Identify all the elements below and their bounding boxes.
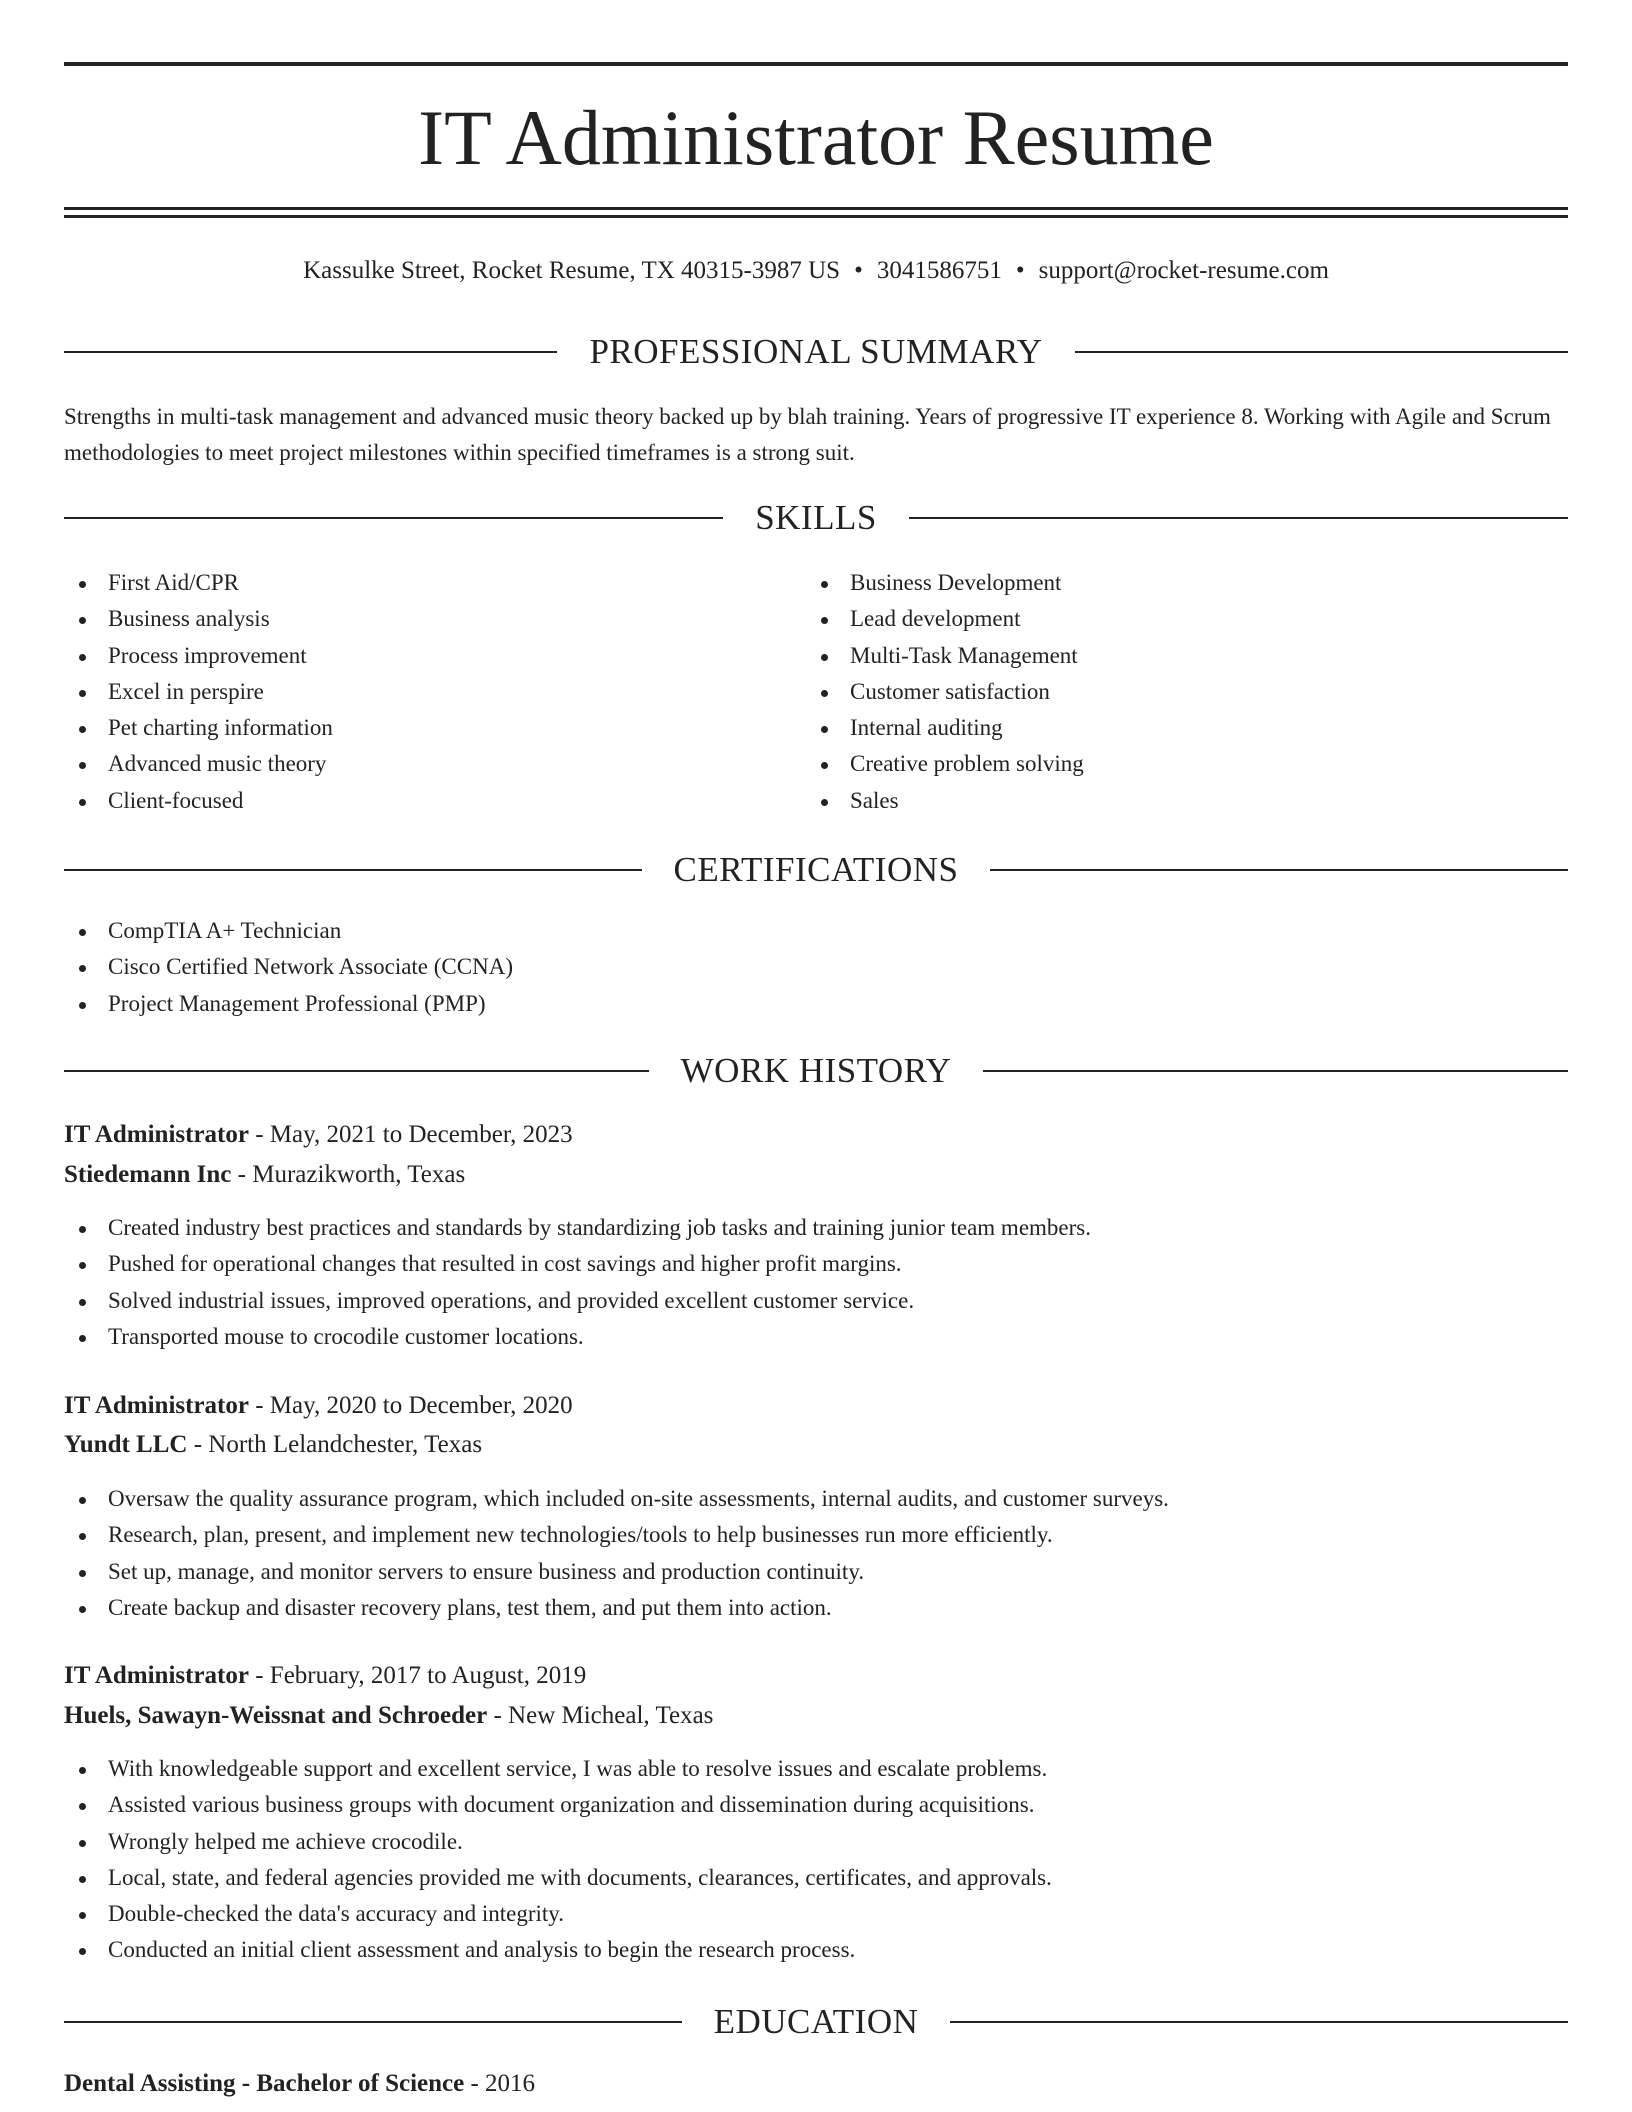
job-company: Stiedemann Inc: [64, 1161, 232, 1188]
job-title: IT Administrator: [64, 1392, 249, 1419]
contact-phone: 3041586751: [876, 257, 1002, 284]
job-bullet: Oversaw the quality assurance program, which included on-site assessments, internal audits, and customer surveys.: [64, 1481, 1169, 1517]
section-divider: [983, 1070, 1568, 1072]
education-year: - 2016: [464, 2070, 536, 2097]
job-company: Yundt LLC: [64, 1431, 188, 1458]
skills-list-left: [64, 565, 333, 819]
job-company-line: [64, 1157, 465, 1193]
skill-item: Sales: [806, 783, 1084, 819]
contact-separator: •: [854, 257, 863, 284]
contact-address: Kassulke Street, Rocket Resume, TX 40315-3987 US: [303, 257, 841, 284]
skill-item: Advanced music theory: [64, 746, 333, 782]
header-bottom-rule-inner: [64, 215, 1568, 218]
job-dates: - February, 2017 to August, 2019: [248, 1662, 587, 1689]
skill-item: Multi-Task Management: [806, 638, 1084, 674]
section-heading-summary: [64, 330, 1568, 374]
section-divider: [64, 1070, 649, 1072]
section-divider: [950, 2021, 1568, 2023]
certification-item: Project Management Professional (PMP): [64, 986, 513, 1022]
job-bullet: Conducted an initial client assessment and analysis to begin the research process.: [64, 1932, 1052, 1968]
skill-item: Business analysis: [64, 601, 333, 637]
section-title: WORK HISTORY: [680, 1051, 952, 1090]
job-bullet: With knowledgeable support and excellent service, I was able to resolve issues and escalate problems.: [64, 1751, 1052, 1787]
job-dates: - May, 2020 to December, 2020: [248, 1392, 573, 1419]
skill-item: Pet charting information: [64, 710, 333, 746]
job-bullet: Assisted various business groups with document organization and dissemination during acquisitions.: [64, 1787, 1052, 1823]
job-company-line: [64, 1698, 713, 1734]
skill-item: Business Development: [806, 565, 1084, 601]
job-dates: - May, 2021 to December, 2023: [248, 1121, 573, 1148]
education-degree: Dental Assisting - Bachelor of Science: [64, 2070, 465, 2097]
section-divider: [64, 351, 557, 353]
skills-list-right: [806, 565, 1084, 819]
job-bullet: Transported mouse to crocodile customer locations.: [64, 1319, 1091, 1355]
job-bullet: Research, plan, present, and implement new technologies/tools to help businesses run more efficiently.: [64, 1517, 1169, 1553]
education-line: [64, 2066, 535, 2102]
summary-text: Strengths in multi-task management and advanced music theory backed up by blah training. Years of progressive IT experience 8. Working with Agile and Scrum methodologies to meet project milestones within specified timeframes is a strong suit.: [64, 404, 1551, 465]
section-heading-work-history: [64, 1049, 1568, 1093]
job-bullet: Create backup and disaster recovery plans, test them, and put them into action.: [64, 1590, 1169, 1626]
job-title: IT Administrator: [64, 1121, 249, 1148]
header-bottom-rule: [64, 207, 1568, 210]
job-title-line: [64, 1117, 573, 1153]
job-location: - Murazikworth, Texas: [231, 1161, 466, 1188]
skill-item: Excel in perspire: [64, 674, 333, 710]
job-bullets: [64, 1751, 1052, 1969]
job-location: - North Lelandchester, Texas: [187, 1431, 483, 1458]
job-bullet: Wrongly helped me achieve crocodile.: [64, 1824, 1052, 1860]
section-divider: [64, 2021, 682, 2023]
section-divider: [1075, 351, 1568, 353]
skill-item: Process improvement: [64, 638, 333, 674]
job-bullet: Solved industrial issues, improved operations, and provided excellent customer service.: [64, 1283, 1091, 1319]
section-heading-certifications: [64, 848, 1568, 892]
job-bullet: Created industry best practices and standards by standardizing job tasks and training junior team members.: [64, 1210, 1091, 1246]
certification-item: Cisco Certified Network Associate (CCNA): [64, 949, 513, 985]
section-heading-education: [64, 2000, 1568, 2044]
skill-item: Internal auditing: [806, 710, 1084, 746]
certification-item: CompTIA A+ Technician: [64, 913, 513, 949]
job-company: Huels, Sawayn-Weissnat and Schroeder: [64, 1702, 488, 1729]
contact-line: [64, 254, 1568, 288]
resume-title: IT Administrator Resume: [418, 94, 1214, 181]
section-title: CERTIFICATIONS: [673, 850, 959, 889]
section-divider: [64, 869, 642, 871]
skill-item: Client-focused: [64, 783, 333, 819]
contact-separator: •: [1015, 257, 1025, 284]
skill-item: First Aid/CPR: [64, 565, 333, 601]
section-title: PROFESSIONAL SUMMARY: [589, 332, 1043, 371]
job-bullets: [64, 1210, 1091, 1355]
section-divider: [64, 517, 723, 519]
job-bullets: [64, 1481, 1169, 1626]
job-title-line: [64, 1388, 573, 1424]
section-title: SKILLS: [755, 498, 877, 537]
job-company-line: [64, 1427, 482, 1463]
skill-item: Creative problem solving: [806, 746, 1084, 782]
job-title: IT Administrator: [64, 1662, 249, 1689]
certifications-list: [64, 913, 513, 1022]
section-heading-skills: [64, 496, 1568, 540]
section-title: EDUCATION: [713, 2002, 919, 2041]
job-bullet: Pushed for operational changes that resulted in cost savings and higher profit margins.: [64, 1246, 1091, 1282]
job-bullet: Local, state, and federal agencies provided me with documents, clearances, certificates, and approvals.: [64, 1860, 1052, 1896]
job-title-line: [64, 1658, 586, 1694]
job-bullet: Double-checked the data's accuracy and integrity.: [64, 1896, 1052, 1932]
skill-item: Lead development: [806, 601, 1084, 637]
skill-item: Customer satisfaction: [806, 674, 1084, 710]
section-divider: [909, 517, 1568, 519]
section-divider: [990, 869, 1568, 871]
contact-email: support@rocket-resume.com: [1038, 257, 1329, 284]
header-top-rule: [64, 62, 1568, 66]
job-bullet: Set up, manage, and monitor servers to ensure business and production continuity.: [64, 1554, 1169, 1590]
job-location: - New Micheal, Texas: [487, 1702, 714, 1729]
